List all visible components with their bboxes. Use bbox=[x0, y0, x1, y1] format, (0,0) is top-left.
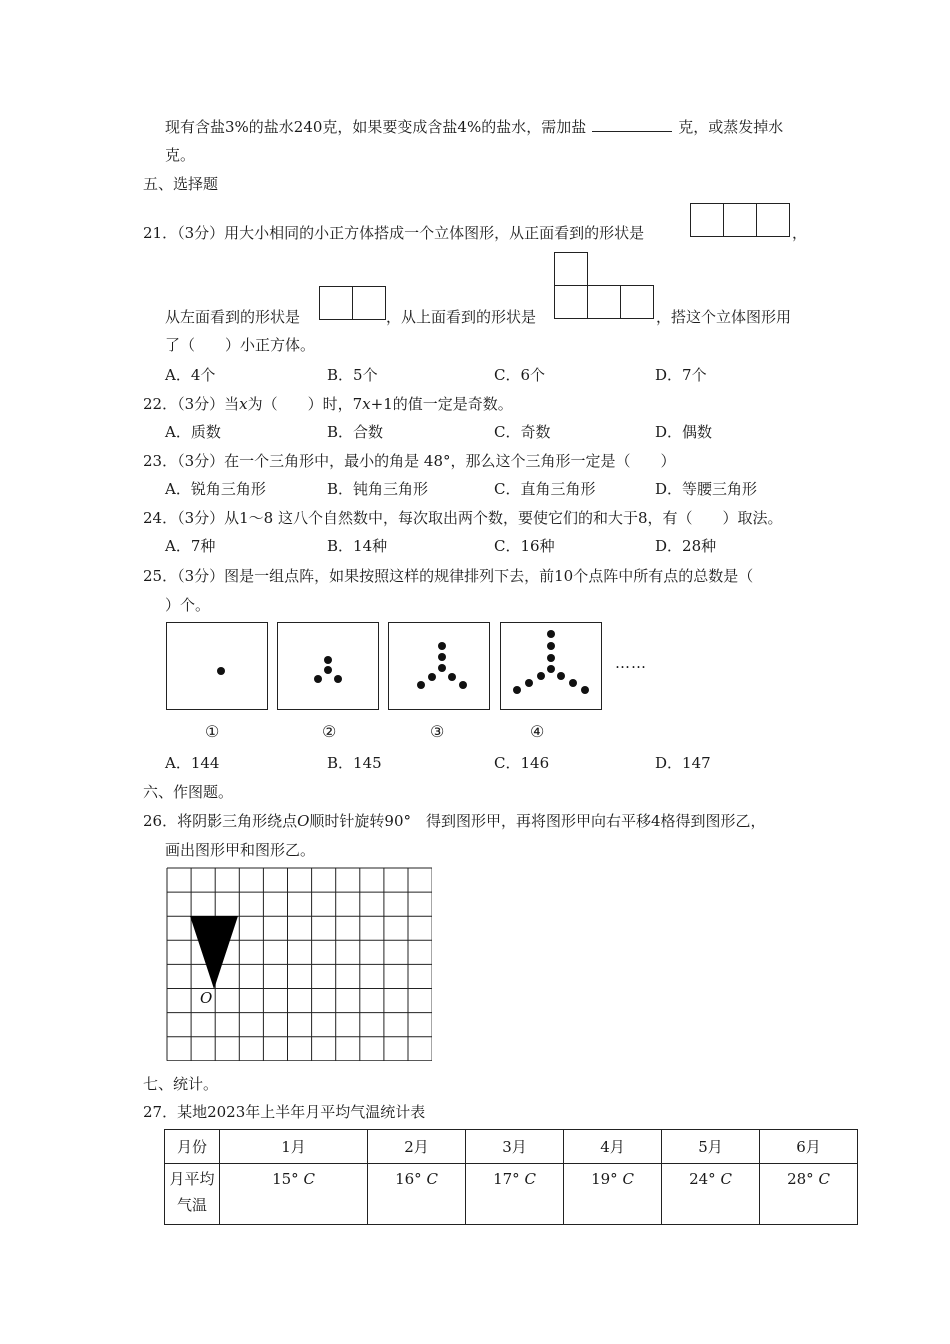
dot bbox=[324, 656, 332, 664]
q21-text-d: ，搭这个立体图形用 bbox=[656, 308, 792, 326]
table-cell: 2月 bbox=[368, 1130, 466, 1164]
q24-option-d[interactable]: D．28种 bbox=[655, 537, 717, 555]
dot bbox=[438, 664, 446, 672]
dot bbox=[581, 686, 589, 694]
dot bbox=[513, 686, 521, 694]
q21-text-c: ，从上面看到的形状是 bbox=[386, 308, 537, 326]
q22-question bbox=[143, 393, 513, 415]
dot bbox=[547, 665, 555, 673]
square bbox=[620, 285, 654, 319]
table-cell bbox=[662, 1164, 760, 1225]
table-cell: 3月 bbox=[466, 1130, 564, 1164]
dot bbox=[324, 666, 332, 674]
dot bbox=[334, 675, 342, 683]
answer-blank[interactable] bbox=[592, 117, 672, 132]
intro-line-1 bbox=[165, 116, 783, 138]
dot-pattern-4 bbox=[500, 622, 602, 710]
dot-pattern-1 bbox=[166, 622, 268, 710]
front-view-figure bbox=[690, 203, 790, 237]
dot-pattern-3-svg bbox=[389, 623, 489, 709]
q22-option-d[interactable]: D．偶数 bbox=[655, 423, 713, 441]
intro-text-end: 克，或蒸发掉水 bbox=[678, 118, 784, 136]
q24-option-c[interactable]: C．16种 bbox=[494, 537, 555, 555]
q23-option-c[interactable]: C．直角三角形 bbox=[494, 480, 596, 498]
ellipsis: …… bbox=[615, 654, 647, 672]
pattern-label-2: ② bbox=[322, 722, 337, 741]
dot bbox=[557, 672, 565, 680]
dot-pattern-2-svg bbox=[278, 623, 378, 709]
q21-option-b[interactable]: B．5个 bbox=[327, 366, 378, 384]
q22-option-c[interactable]: C．奇数 bbox=[494, 423, 551, 441]
dot bbox=[537, 672, 545, 680]
q21-text-e: 了（ ）小正方体。 bbox=[165, 336, 316, 354]
square bbox=[352, 286, 386, 320]
temp-value: 17° bbox=[493, 1170, 520, 1188]
q25-option-d[interactable]: D．147 bbox=[655, 754, 711, 772]
q21-line-1 bbox=[143, 222, 644, 244]
q22-variable: x bbox=[239, 395, 248, 413]
dot bbox=[428, 673, 436, 681]
point-o-label: O bbox=[200, 989, 213, 1007]
temp-unit: C bbox=[818, 1170, 830, 1188]
dot-pattern-3 bbox=[388, 622, 490, 710]
q21-option-d[interactable]: D．7个 bbox=[655, 366, 707, 384]
pattern-label-3: ③ bbox=[430, 722, 445, 741]
intro-line-2: 克。 bbox=[165, 146, 196, 164]
dot bbox=[525, 679, 533, 687]
dot-pattern-2 bbox=[277, 622, 379, 710]
q25-line-2: ）个。 bbox=[165, 596, 211, 614]
dot bbox=[448, 673, 456, 681]
table-cell bbox=[368, 1164, 466, 1225]
square bbox=[756, 203, 790, 237]
q26-line-2: 画出图形甲和图形乙。 bbox=[165, 841, 316, 859]
q21-text-a: 21．（3分）用大小相同的小正方体搭成一个立体图形，从正面看到的形状是 bbox=[143, 224, 645, 242]
square bbox=[690, 203, 724, 237]
q25-option-a[interactable]: A．144 bbox=[165, 754, 220, 772]
table-cell bbox=[760, 1164, 858, 1225]
header-line: 月平均 bbox=[169, 1170, 215, 1188]
dot-pattern-4-svg bbox=[501, 623, 601, 709]
table-header-month: 月份 bbox=[165, 1130, 220, 1164]
q26-point: O bbox=[297, 812, 310, 830]
dot-pattern-1-svg bbox=[167, 623, 267, 709]
section-title-7: 七、统计。 bbox=[143, 1075, 219, 1093]
shaded-triangle bbox=[190, 916, 238, 989]
q26-line-1 bbox=[143, 810, 766, 832]
q24-option-b[interactable]: B．14种 bbox=[327, 537, 388, 555]
top-view-figure bbox=[554, 285, 654, 319]
section-title-6: 六、作图题。 bbox=[143, 783, 234, 801]
q26-text-a: 26．将阴影三角形绕点 bbox=[143, 812, 298, 830]
temp-unit: C bbox=[720, 1170, 732, 1188]
dot bbox=[417, 681, 425, 689]
square bbox=[554, 285, 588, 319]
table-cell: 1月 bbox=[220, 1130, 368, 1164]
q23-option-d[interactable]: D．等腰三角形 bbox=[655, 480, 758, 498]
table-cell: 6月 bbox=[760, 1130, 858, 1164]
intro-text: 现有含盐3%的盐水240克，如果要变成含盐4%的盐水，需加盐 bbox=[165, 118, 587, 136]
q22-text-c: +1的值一定是奇数。 bbox=[370, 395, 513, 413]
square bbox=[319, 286, 353, 320]
q21-option-c[interactable]: C．6个 bbox=[494, 366, 546, 384]
q22-variable: x bbox=[362, 395, 371, 413]
q25-option-b[interactable]: B．145 bbox=[327, 754, 382, 772]
q23-option-a[interactable]: A．锐角三角形 bbox=[165, 480, 266, 498]
q21-option-a[interactable]: A．4个 bbox=[165, 366, 216, 384]
temp-value: 16° bbox=[395, 1170, 422, 1188]
table-cell: 5月 bbox=[662, 1130, 760, 1164]
square bbox=[723, 203, 757, 237]
q21-text-b: 从左面看到的形状是 bbox=[165, 308, 301, 326]
table-header-temp bbox=[165, 1164, 220, 1225]
q23-option-b[interactable]: B．钝角三角形 bbox=[327, 480, 429, 498]
top-view-square-upper bbox=[554, 252, 588, 286]
square bbox=[587, 285, 621, 319]
dot bbox=[569, 679, 577, 687]
temp-unit: C bbox=[426, 1170, 438, 1188]
temp-unit: C bbox=[303, 1170, 315, 1188]
table-row bbox=[165, 1130, 858, 1164]
table-cell: 4月 bbox=[564, 1130, 662, 1164]
q25-line-1: 25．（3分）图是一组点阵，如果按照这样的规律排列下去，前10个点阵中所有点的总数是（ bbox=[143, 567, 754, 585]
left-view-figure bbox=[319, 286, 386, 320]
temp-value: 28° bbox=[787, 1170, 814, 1188]
table-cell bbox=[466, 1164, 564, 1225]
q24-question: 24．（3分）从1～8 这八个自然数中，每次取出两个数，要使它们的和大于8，有（ ）取法。 bbox=[143, 509, 783, 527]
dot bbox=[547, 642, 555, 650]
pattern-label-4: ④ bbox=[530, 722, 545, 741]
q26-text-b: 顺时针旋转90° 得到图形甲，再将图形甲向右平移4格得到图形乙， bbox=[309, 812, 766, 830]
dot bbox=[547, 630, 555, 638]
dot bbox=[438, 642, 446, 650]
temp-value: 24° bbox=[689, 1170, 716, 1188]
table-row bbox=[165, 1164, 858, 1225]
dot bbox=[459, 681, 467, 689]
temp-value: 15° bbox=[272, 1170, 299, 1188]
q23-question: 23．（3分）在一个三角形中，最小的角是 48°，那么这个三角形一定是（ ） bbox=[143, 452, 676, 470]
header-line: 气温 bbox=[176, 1196, 207, 1214]
temp-unit: C bbox=[622, 1170, 634, 1188]
dot bbox=[438, 653, 446, 661]
q22-option-a[interactable]: A．质数 bbox=[165, 423, 221, 441]
q22-text-b: 为（ ）时，7 bbox=[247, 395, 363, 413]
q27-title: 27．某地2023年上半年月平均气温统计表 bbox=[143, 1103, 426, 1121]
q22-text-a: 22．（3分）当 bbox=[143, 395, 240, 413]
table-cell bbox=[220, 1164, 368, 1225]
drawing-grid[interactable] bbox=[166, 867, 432, 1061]
q25-option-c[interactable]: C．146 bbox=[494, 754, 550, 772]
section-title-5: 五、选择题 bbox=[143, 175, 219, 193]
dot bbox=[547, 654, 555, 662]
temp-unit: C bbox=[524, 1170, 536, 1188]
temp-value: 19° bbox=[591, 1170, 618, 1188]
temperature-table bbox=[164, 1129, 858, 1225]
pattern-label-1: ① bbox=[205, 722, 220, 741]
dot bbox=[314, 675, 322, 683]
q22-option-b[interactable]: B．合数 bbox=[327, 423, 384, 441]
dot bbox=[217, 667, 225, 675]
q21-comma: ， bbox=[792, 224, 808, 242]
q24-option-a[interactable]: A．7种 bbox=[165, 537, 216, 555]
table-cell bbox=[564, 1164, 662, 1225]
